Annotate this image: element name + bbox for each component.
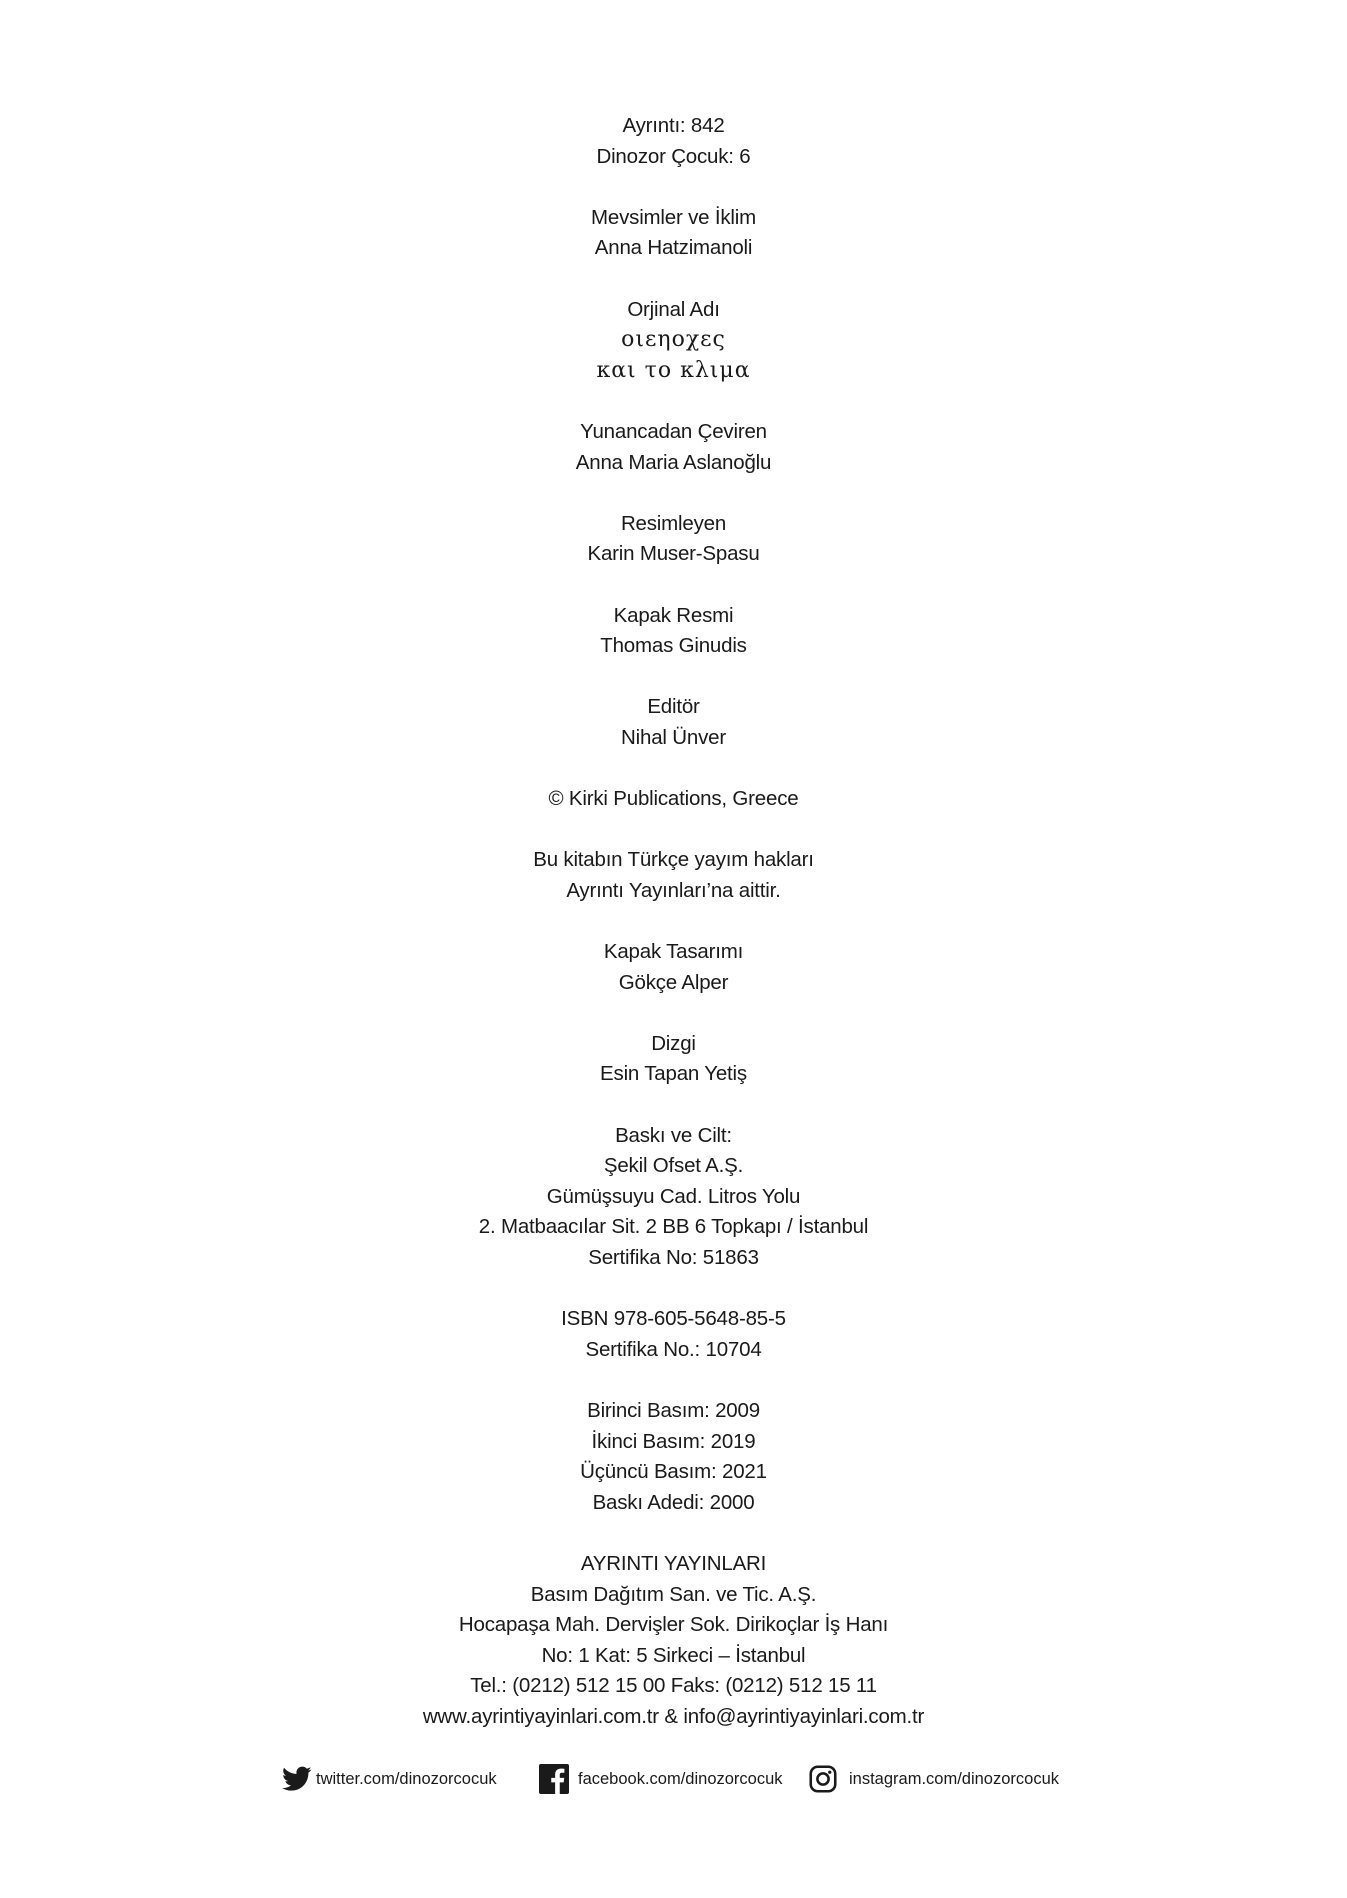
first-edition: Birinci Basım: 2009 [587,1398,760,1422]
isbn: ISBN 978-605-5648-85-5 [561,1307,786,1331]
original-title-line-1: οιεηοχες [621,327,726,353]
editor-label: Editör [647,695,700,719]
facebook-icon [539,1764,569,1794]
series-number: Ayrıntı: 842 [622,114,725,137]
illustrator-label: Resimleyen [620,511,727,535]
printer-certificate: Sertifika No: 51863 [588,1245,759,1269]
printing-label: Baskı ve Cilt: [615,1123,732,1147]
typesetting-label: Dizgi [651,1031,696,1055]
social-links [0,1761,1347,1801]
printer-address-2: 2. Matbaacılar Sit. 2 BB 6 Topkapı / İstanbul [478,1215,869,1239]
publisher-company: Basım Dağıtım San. ve Tic. A.Ş. [530,1582,817,1606]
cover-art-label: Kapak Resmi [613,603,734,627]
translator-name: Anna Maria Aslanoğlu [575,450,772,474]
second-edition: İkinci Basım: 2019 [591,1429,756,1453]
printer-address-1: Gümüşsuyu Cad. Litros Yolu [546,1184,801,1208]
cover-art-name: Thomas Ginudis [600,634,747,658]
original-title-block [0,295,1347,387]
copyright-block [0,784,1347,815]
editions-block [0,1396,1347,1518]
translator-label: Yunancadan Çeviren [580,419,767,443]
cover-art-block [0,601,1347,662]
social-twitter[interactable] [282,1761,497,1797]
print-run: Baskı Adedi: 2000 [592,1490,755,1514]
typesetting-block [0,1029,1347,1090]
publisher-phone: Tel.: (0212) 512 15 00 Faks: (0212) 512 15 11 [470,1674,877,1698]
series-block [0,111,1347,172]
title-block [0,203,1347,264]
instagram-icon [809,1765,837,1793]
instagram-link-text: instagram.com/dinozorcocuk [849,1769,1060,1788]
colophon-text [0,111,1347,1763]
original-title-line-2: και το κλιμα [596,357,751,383]
typesetting-name: Esin Tapan Yetiş [600,1062,747,1086]
author-name: Anna Hatzimanoli [594,236,753,260]
twitter-icon [282,1766,312,1792]
publisher-block [0,1549,1347,1733]
rights-line-2: Ayrıntı Yayınları’na aittir. [566,878,781,902]
publisher-name: AYRINTI YAYINLARI [580,1551,767,1575]
publisher-address-2: No: 1 Kat: 5 Sirkeci – İstanbul [541,1643,806,1667]
publisher-web: www.ayrintiyayinlari.com.tr & info@ayrintiyayinlari.com.tr [422,1704,925,1728]
facebook-link-text: facebook.com/dinozorcocuk [578,1769,783,1788]
printing-block [0,1121,1347,1274]
cover-design-block [0,937,1347,998]
publisher-certificate: Sertifika No.: 10704 [585,1337,762,1361]
isbn-block [0,1304,1347,1365]
rights-block [0,845,1347,906]
social-instagram[interactable] [809,1761,1059,1797]
social-facebook[interactable] [539,1761,783,1797]
illustrator-block [0,509,1347,570]
third-edition: Üçüncü Basım: 2021 [580,1460,767,1484]
rights-line-1: Bu kitabın Türkçe yayım hakları [533,848,814,872]
printer-name: Şekil Ofset A.Ş. [603,1154,744,1178]
twitter-link-text: twitter.com/dinozorcocuk [316,1769,497,1788]
cover-design-label: Kapak Tasarımı [603,940,744,964]
cover-design-name: Gökçe Alper [618,970,729,994]
editor-block [0,692,1347,753]
editor-name: Nihal Ünver [621,725,726,749]
original-title-label: Orjinal Adı [627,297,720,321]
illustrator-name: Karin Muser-Spasu [587,542,760,566]
copyright-line: © Kirki Publications, Greece [548,787,799,811]
series-subnumber: Dinozor Çocuk: 6 [596,144,751,168]
publisher-address-1: Hocapaşa Mah. Dervişler Sok. Dirikoçlar İş Hanı [458,1613,889,1637]
translator-block [0,417,1347,478]
book-title: Mevsimler ve İklim [591,205,756,229]
